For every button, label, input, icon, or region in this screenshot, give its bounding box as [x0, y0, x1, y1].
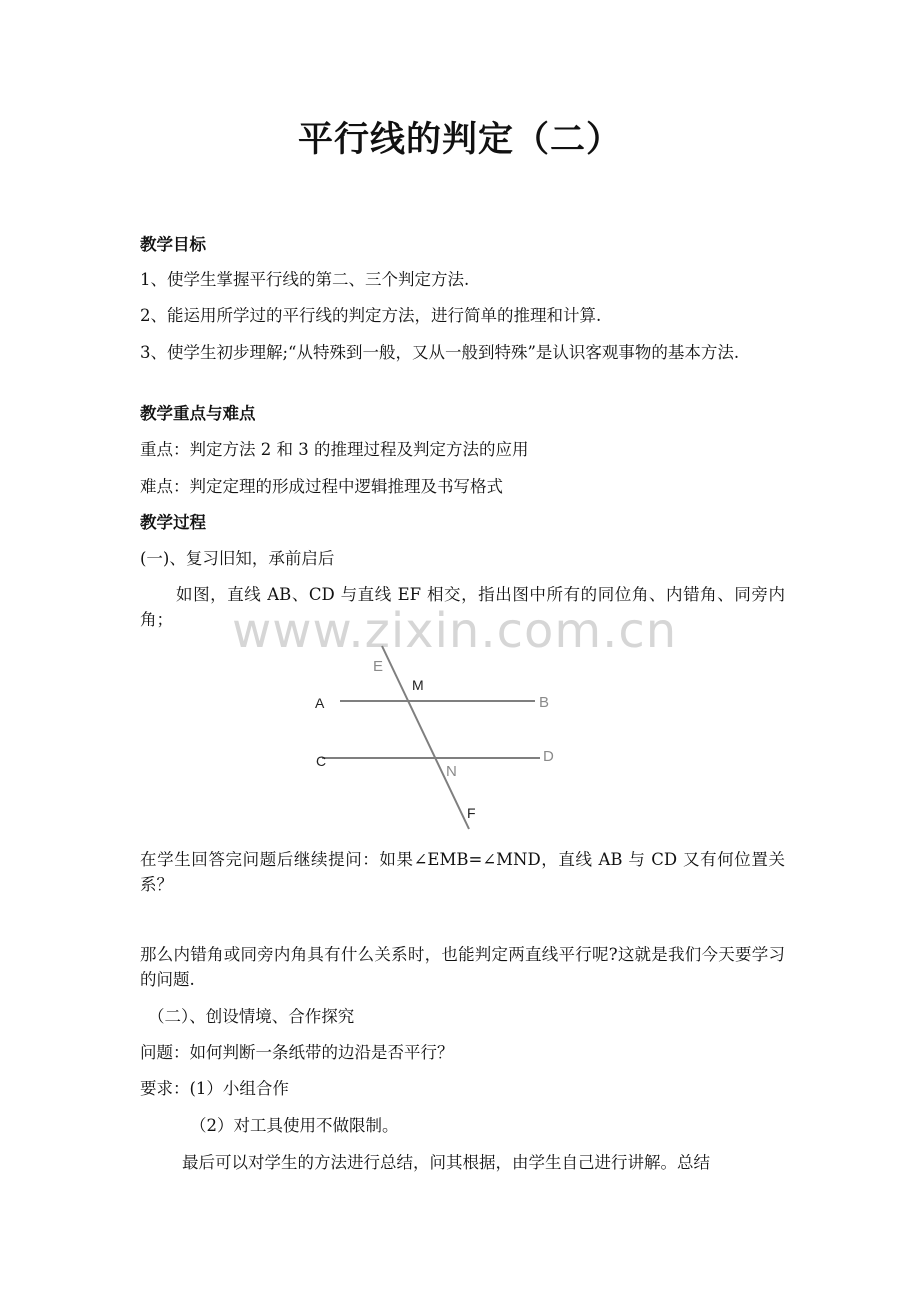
line-ef	[382, 646, 469, 829]
summary-text: 最后可以对学生的方法进行总结，问其根据，由学生自己进行讲解。总结	[182, 1153, 710, 1172]
key-heading: 教学重点与难点	[140, 404, 256, 423]
label-n: N	[446, 763, 457, 780]
key-point: 重点：判定方法 2 和 3 的推理过程及判定方法的应用	[140, 440, 529, 459]
question-text: 在学生回答完问题后继续提问：如果∠EMB=∠MND，直线 AB 与 CD 又有何位置关系？	[140, 850, 785, 894]
label-a: A	[315, 695, 325, 711]
process-heading: 教学过程	[140, 513, 206, 532]
goal-3: 3、使学生初步理解;“从特殊到一般，又从一般到特殊”是认识客观事物的基本方法.	[140, 343, 740, 362]
label-b: B	[539, 694, 550, 711]
intersecting-lines-figure	[300, 640, 580, 840]
part1-heading: (一)、复习旧知，承前启后	[140, 549, 335, 568]
watermark: www.zixin.com.cn	[232, 603, 678, 659]
intro-text: 那么内错角或同旁内角具有什么关系时，也能判定两直线平行呢?这就是我们今天要学习的问题.	[140, 945, 785, 989]
label-e: E	[373, 658, 384, 675]
goal-1: 1、使学生掌握平行线的第二、三个判定方法.	[140, 270, 470, 289]
goal-2: 2、能运用所学过的平行线的判定方法，进行简单的推理和计算.	[140, 306, 602, 325]
difficult-point: 难点：判定定理的形成过程中逻辑推理及书写格式	[140, 477, 503, 496]
goals-heading: 教学目标	[140, 235, 206, 254]
requirement-1: 要求：(1）小组合作	[140, 1079, 289, 1098]
label-m: M	[412, 677, 424, 693]
label-f: F	[467, 805, 476, 821]
label-d: D	[543, 748, 554, 765]
part1-text: 如图，直线 AB、CD 与直线 EF 相交，指出图中所有的同位角、内错角、同旁内角；	[140, 585, 785, 629]
label-c: C	[316, 753, 327, 769]
requirement-2: （2）对工具使用不做限制。	[190, 1116, 399, 1135]
problem-text: 问题：如何判断一条纸带的边沿是否平行？	[140, 1043, 454, 1062]
part2-heading: （二）、创设情境、合作探究	[148, 1007, 355, 1026]
page-title: 平行线的判定（二）	[297, 120, 622, 160]
